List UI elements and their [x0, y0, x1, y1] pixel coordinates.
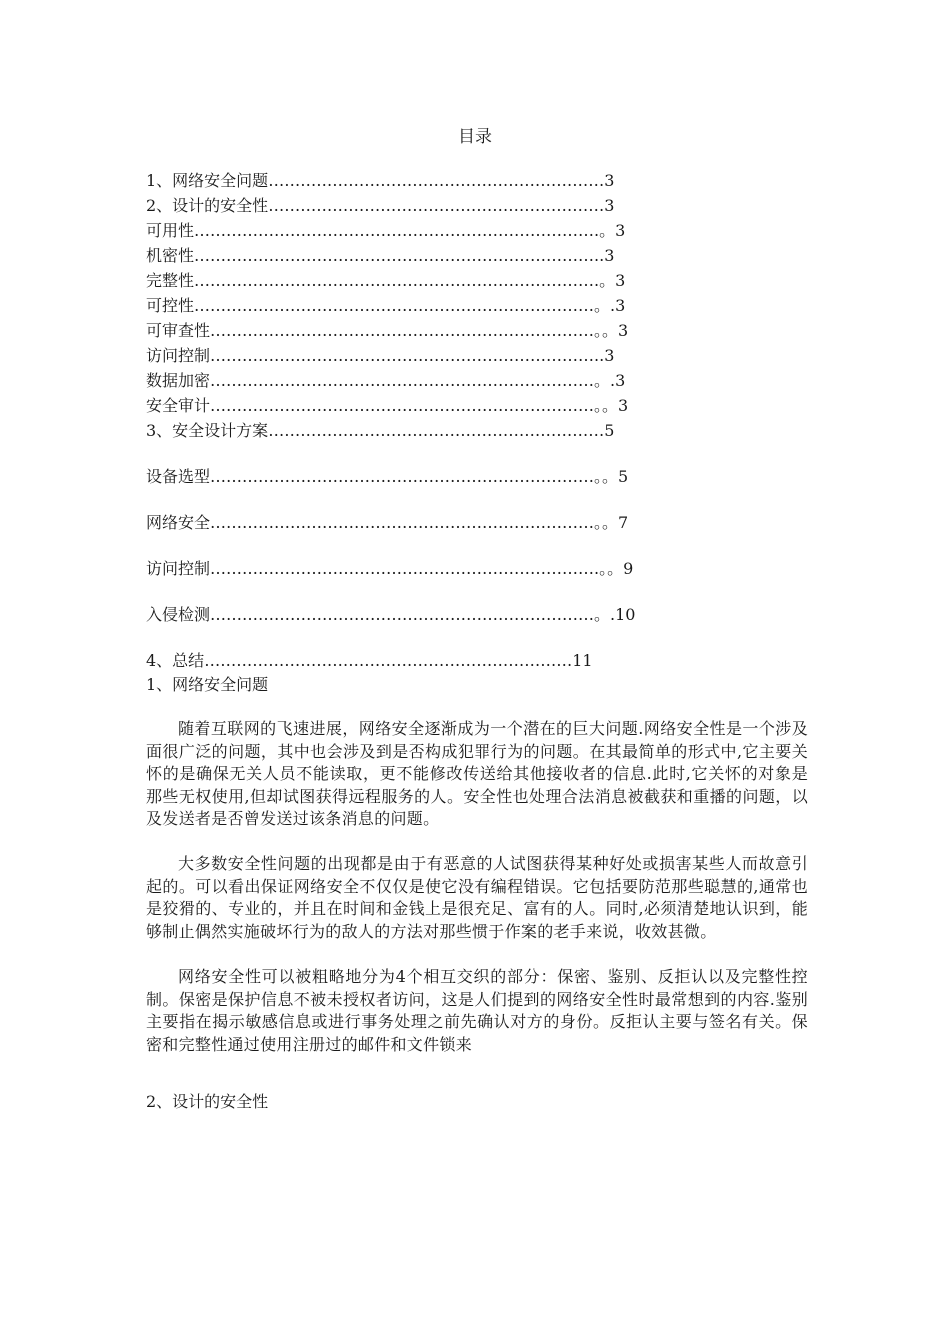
toc-page-number: .。。9 — [594, 559, 634, 578]
toc-entry-label: 1、网络安全问题 — [146, 171, 269, 190]
toc-entry-label: 可用性 — [146, 221, 195, 240]
toc-page-number: 。.3 — [594, 296, 626, 315]
toc-page-number: 。。5 — [594, 467, 629, 486]
toc-entry[interactable] — [146, 170, 614, 192]
toc-leader-dots: ………………………………………………………………… — [194, 296, 595, 315]
toc-leader-dots: ………………………………………………………………… — [194, 221, 595, 240]
toc-entry-label: 可审查性 — [146, 321, 211, 340]
toc-page-number: 。.10 — [594, 605, 636, 624]
toc-entry-label: 访问控制 — [146, 559, 211, 578]
toc-entry-label: 2、设计的安全性 — [146, 196, 269, 215]
toc-entry-label: 安全审计 — [146, 396, 211, 415]
toc-leader-dots: ……………………………………………………………… — [210, 513, 595, 532]
toc-entry-label: 机密性 — [146, 246, 195, 265]
body-paragraph: 大多数安全性问题的出现都是由于有恶意的人试图获得某种好处或损害某些人而故意引起的。可以看出保证网络安全不仅仅是使它没有编程错误。它包括要防范那些聪慧的,通常也是狡猾的、专业的，并且在时间和金钱上是很充足、富有的人。同时,必须清楚地认识到，能够制止偶然实施破坏行为的敌人的方法对那些惯于作案的老手来说，收效甚微。 — [146, 854, 808, 941]
toc-entry[interactable] — [146, 270, 625, 292]
toc-entry[interactable] — [146, 195, 614, 217]
toc-entry-label: 可控性 — [146, 296, 195, 315]
toc-page-number: ..3 — [594, 346, 615, 365]
toc-page-number: 。。3 — [594, 321, 629, 340]
toc-page-number: 。.3 — [594, 371, 626, 390]
toc-entry[interactable] — [146, 345, 614, 367]
toc-leader-dots: ……………………………………………………………… — [210, 559, 595, 578]
toc-entry-label: 网络安全 — [146, 513, 211, 532]
toc-page-number: .。3 — [594, 221, 626, 240]
toc-leader-dots: ……………………………………………………… — [268, 171, 605, 190]
toc-entry[interactable] — [146, 512, 628, 534]
body-paragraph: 随着互联网的飞速进展，网络安全逐渐成为一个潜在的巨大问题.网络安全性是一个涉及面很广泛的问题，其中也会涉及到是否构成犯罪行为的问题。在其最简单的形式中,它主要关怀的是确保无关人员不能读取，更不能修改传送给其他接收者的信息.此时,它关怀的对象是那些无权使用,但却试图获得远程服务的人。安全性也处理合法消息被截获和重播的问题，以及发送者是否曾发送过该条消息的问题。 — [146, 719, 808, 828]
toc-leader-dots: ………………………………………………………………… — [194, 246, 595, 265]
toc-entry[interactable] — [146, 320, 628, 342]
toc-entry[interactable] — [146, 420, 614, 442]
toc-entry[interactable] — [146, 245, 614, 267]
toc-entry-label: 设备选型 — [146, 467, 211, 486]
toc-page-number: 。。3 — [594, 396, 629, 415]
toc-leader-dots: …………………………………………………………… — [204, 651, 573, 670]
toc-entry-label: 访问控制 — [146, 346, 211, 365]
toc-leader-dots: ……………………………………………………… — [268, 196, 605, 215]
toc-entry[interactable] — [146, 466, 628, 488]
toc-entry[interactable] — [146, 395, 628, 417]
toc-leader-dots: ………………………………………………………………… — [194, 271, 595, 290]
toc-entry-label: 完整性 — [146, 271, 195, 290]
toc-page-number: .。3 — [594, 271, 626, 290]
toc-leader-dots: ……………………………………………………………… — [210, 321, 595, 340]
toc-leader-dots: ……………………………………………………………… — [210, 371, 595, 390]
toc-page-number: ..3 — [594, 246, 615, 265]
toc-entry[interactable] — [146, 220, 625, 242]
toc-entry-label: 3、安全设计方案 — [146, 421, 269, 440]
toc-page-number: 11 — [572, 651, 593, 670]
toc-entry-label: 数据加密 — [146, 371, 211, 390]
toc-entry[interactable] — [146, 558, 633, 580]
body-paragraph: 网络安全性可以被粗略地分为4个相互交织的部分：保密、鉴别、反拒认以及完整性控制。保密是保护信息不被未授权者访问，这是人们提到的网络安全性时最常想到的内容.鉴别主要指在揭示敏感信息或进行事务处理之前先确认对方的身份。反拒认主要与签名有关。保密和完整性通过使用注册过的邮件和文件锁来 — [146, 967, 808, 1054]
toc-leader-dots: ……………………………………………………………… — [210, 396, 595, 415]
toc-page-number: 3 — [604, 196, 615, 215]
toc-leader-dots: ……………………………………………………… — [268, 421, 605, 440]
toc-entry[interactable] — [146, 295, 625, 317]
toc-page-number: 3 — [604, 171, 615, 190]
toc-leader-dots: ……………………………………………………………… — [210, 605, 595, 624]
toc-title: 目录 — [458, 127, 492, 147]
toc-entry[interactable] — [146, 604, 635, 626]
toc-leader-dots: ……………………………………………………………… — [210, 467, 595, 486]
toc-leader-dots: ……………………………………………………………… — [210, 346, 595, 365]
toc-page-number: 5 — [604, 421, 615, 440]
toc-entry-label: 入侵检测 — [146, 605, 211, 624]
toc-page-number: 。。7 — [594, 513, 629, 532]
toc-entry-label: 4、总结 — [146, 651, 205, 670]
section-heading: 2、设计的安全性 — [146, 1092, 269, 1111]
toc-entry[interactable] — [146, 650, 593, 672]
toc-entry[interactable] — [146, 370, 625, 392]
section-heading: 1、网络安全问题 — [146, 675, 269, 694]
